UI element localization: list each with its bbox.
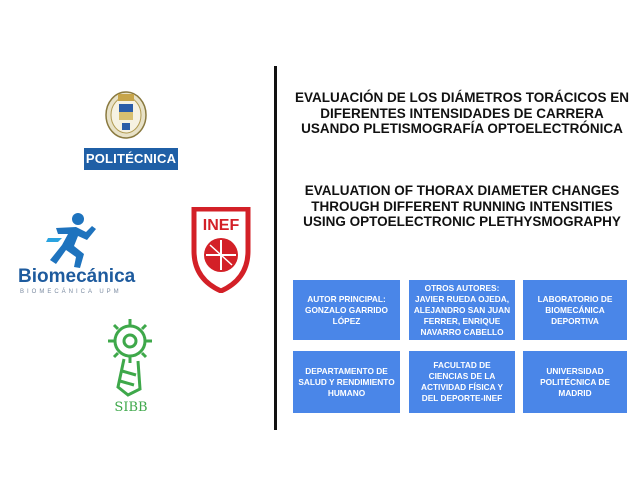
box-main-author: AUTOR PRINCIPAL: GONZALO GARRIDO LÓPEZ <box>293 280 400 340</box>
upm-logo-label: POLITÉCNICA <box>84 148 178 170</box>
inef-logo-label: INEF <box>202 217 240 234</box>
sibb-gear-icon <box>98 315 162 397</box>
box-other-authors: OTROS AUTORES: JAVIER RUEDA OJEDA, ALEJANDRO SAN JUAN FERRER, ENRIQUE NAVARRO CABELLO <box>409 280 515 340</box>
biomecanica-logo-label: Biomecánica <box>18 266 136 287</box>
inef-logo <box>190 207 252 293</box>
box-department: DEPARTAMENTO DE SALUD Y RENDIMIENTO HUMANO <box>293 351 400 413</box>
box-faculty: FACULTAD DE CIENCIAS DE LA ACTIVIDAD FÍSICA Y DEL DEPORTE-INEF <box>409 351 515 413</box>
biomecanica-logo-sub: BIOMECÁNICA UPM <box>20 289 122 295</box>
upm-crest-icon <box>104 88 148 140</box>
box-laboratory: LABORATORIO DE BIOMECÁNICA DEPORTIVA <box>523 280 627 340</box>
title-spanish: EVALUACIÓN DE LOS DIÁMETROS TORÁCICOS EN DIFERENTES INTENSIDADES DE CARRERA USANDO PLETISMOGRAFÍA OPTOELECTRÓNICA <box>294 90 630 136</box>
sibb-logo-label: SIBB <box>114 400 148 415</box>
vertical-divider <box>274 66 277 430</box>
title-english: EVALUATION OF THORAX DIAMETER CHANGES THROUGH DIFFERENT RUNNING INTENSITIES USING OPTOELECTRONIC PLETHYSMOGRAPHY <box>303 183 621 229</box>
box-university: UNIVERSIDAD POLITÉCNICA DE MADRID <box>523 351 627 413</box>
running-figure-icon <box>42 212 104 270</box>
